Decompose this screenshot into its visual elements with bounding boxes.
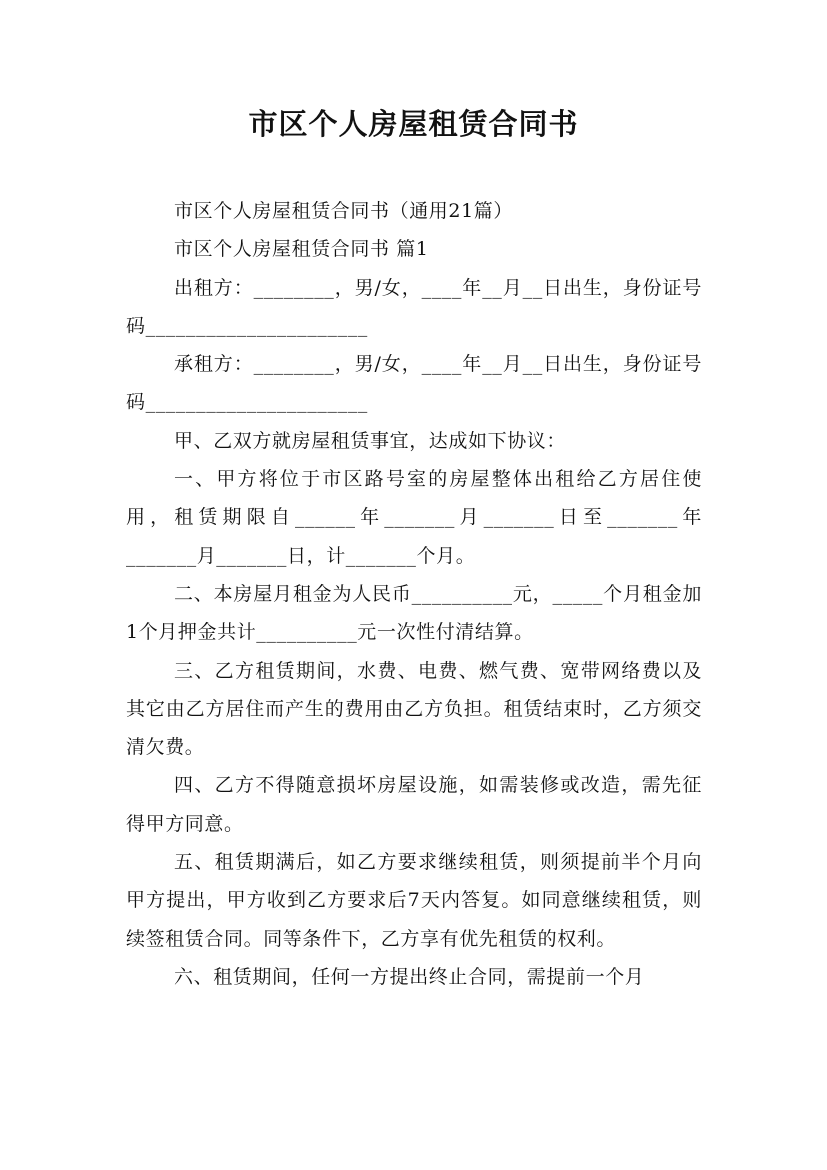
paragraph-clause-4: 四、乙方不得随意损坏房屋设施，如需装修或改造，需先征得甲方同意。 bbox=[126, 774, 702, 835]
document-body bbox=[126, 192, 702, 996]
paragraph-clause-6: 六、租赁期间，任何一方提出终止合同，需提前一个月 bbox=[174, 965, 645, 988]
paragraph-agreement-intro: 甲、乙双方就房屋租赁事宜，达成如下协议： bbox=[174, 429, 567, 452]
paragraph-clause-1: 一、甲方将位于市区路号室的房屋整体出租给乙方居住使用，租赁期限自______年_______月_______日至_______年_______月_______日，计_______个月。 bbox=[126, 468, 702, 567]
paragraph-lessor: 出租方：________，男/女，____年__月__日出生，身份证号码______________________ bbox=[126, 276, 702, 337]
paragraph-section-heading: 市区个人房屋租赁合同书 篇1 bbox=[174, 238, 429, 261]
paragraph-clause-3: 三、乙方租赁期间，水费、电费、燃气费、宽带网络费以及其它由乙方居住而产生的费用由乙方负担。租赁结束时，乙方须交清欠费。 bbox=[126, 659, 702, 759]
paragraph-clause-2: 二、本房屋月租金为人民币__________元，_____个月租金加1个月押金共计__________元一次性付清结算。 bbox=[126, 582, 702, 644]
paragraph-lessee: 承租方：________，男/女，____年__月__日出生，身份证号码______________________ bbox=[126, 353, 702, 414]
paragraph-clause-5: 五、租赁期满后，如乙方要求继续租赁，则须提前半个月向甲方提出，甲方收到乙方要求后7天内答复。如同意继续租赁，则续签租赁合同。同等条件下，乙方享有优先租赁的权利。 bbox=[126, 851, 702, 950]
paragraph-subtitle: 市区个人房屋租赁合同书（通用21篇） bbox=[174, 200, 513, 222]
document-title: 市区个人房屋租赁合同书 bbox=[248, 107, 579, 141]
